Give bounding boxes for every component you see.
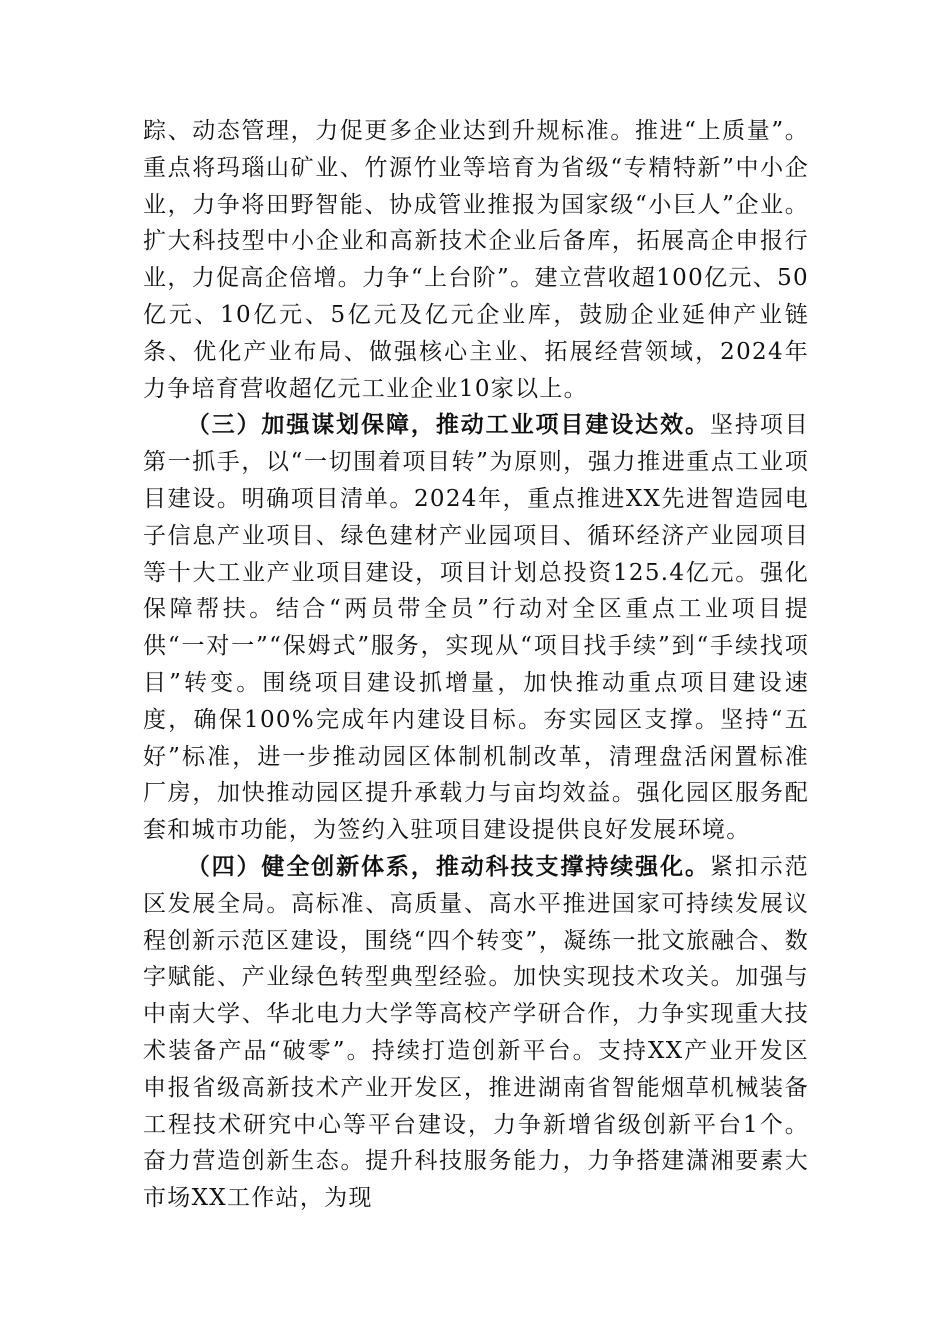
section-heading-3: （三）加强谋划保障，推动工业项目建设达效。 xyxy=(186,411,710,439)
paragraph-3 xyxy=(143,849,809,1217)
paragraph-1-text: 踪、动态管理，力促更多企业达到升规标准。推进“上质量”。重点将玛瑙山矿业、竹源竹业等培育为省级“专精特新”中小企业，力争将田野智能、协成管业推报为国家级“小巨人”企业。扩大科技型中小企业和高新技术企业后备库，拓展高企申报行业，力促高企倍增。力争“上台阶”。建立营收超100亿元、50亿元、10亿元、5亿元及亿元企业库，鼓励企业延伸产业链条、优化产业布局、做强核心主业、拓展经营领域，2024年力争培育营收超亿元工业企业10家以上。 xyxy=(143,118,809,402)
paragraph-3-text: 紧扣示范区发展全局。高标准、高质量、高水平推进国家可持续发展议程创新示范区建设，围绕“四个转变”，凝练一批文旅融合、数字赋能、产业绿色转型典型经验。加快实现技术攻关。加强与中南大学、华北电力大学等高校产学研合作，力争实现重大技术装备产品“破零”。持续打造创新平台。支持XX产业开发区申报省级高新技术产业开发区，推进湖南省智能烟草机械装备工程技术研究中心等平台建设，力争新增省级创新平台1个。奋力营造创新生态。提升科技服务能力，力争搭建潇湘要素大市场XX工作站，为现 xyxy=(143,853,809,1212)
paragraph-2-text: 坚持项目第一抓手，以“一切围着项目转”为原则，强力推进重点工业项目建设。明确项目清单。2024年，重点推进XX先进智造园电子信息产业项目、绿色建材产业园项目、循环经济产业园项目等十大工业产业项目建设，项目计划总投资125.4亿元。强化保障帮扶。结合“两员带全员”行动对全区重点工业项目提供“一对一”“保姆式”服务，实现从“项目找手续”到“手续找项目”转变。围绕项目建设抓增量，加快推动重点项目建设速度，确保100%完成年内建设目标。夯实园区支撑。坚持“五好”标准，进一步推动园区体制机制改革，清理盘活闲置标准厂房，加快推动园区提升承载力与亩均效益。强化园区服务配套和城市功能，为签约入驻项目建设提供良好发展环境。 xyxy=(143,412,809,844)
section-heading-4: （四）健全创新体系，推动科技支撑持续强化。 xyxy=(186,852,710,880)
paragraph-2 xyxy=(143,407,809,849)
paragraph-1 xyxy=(143,113,809,407)
document-page xyxy=(143,113,809,1217)
